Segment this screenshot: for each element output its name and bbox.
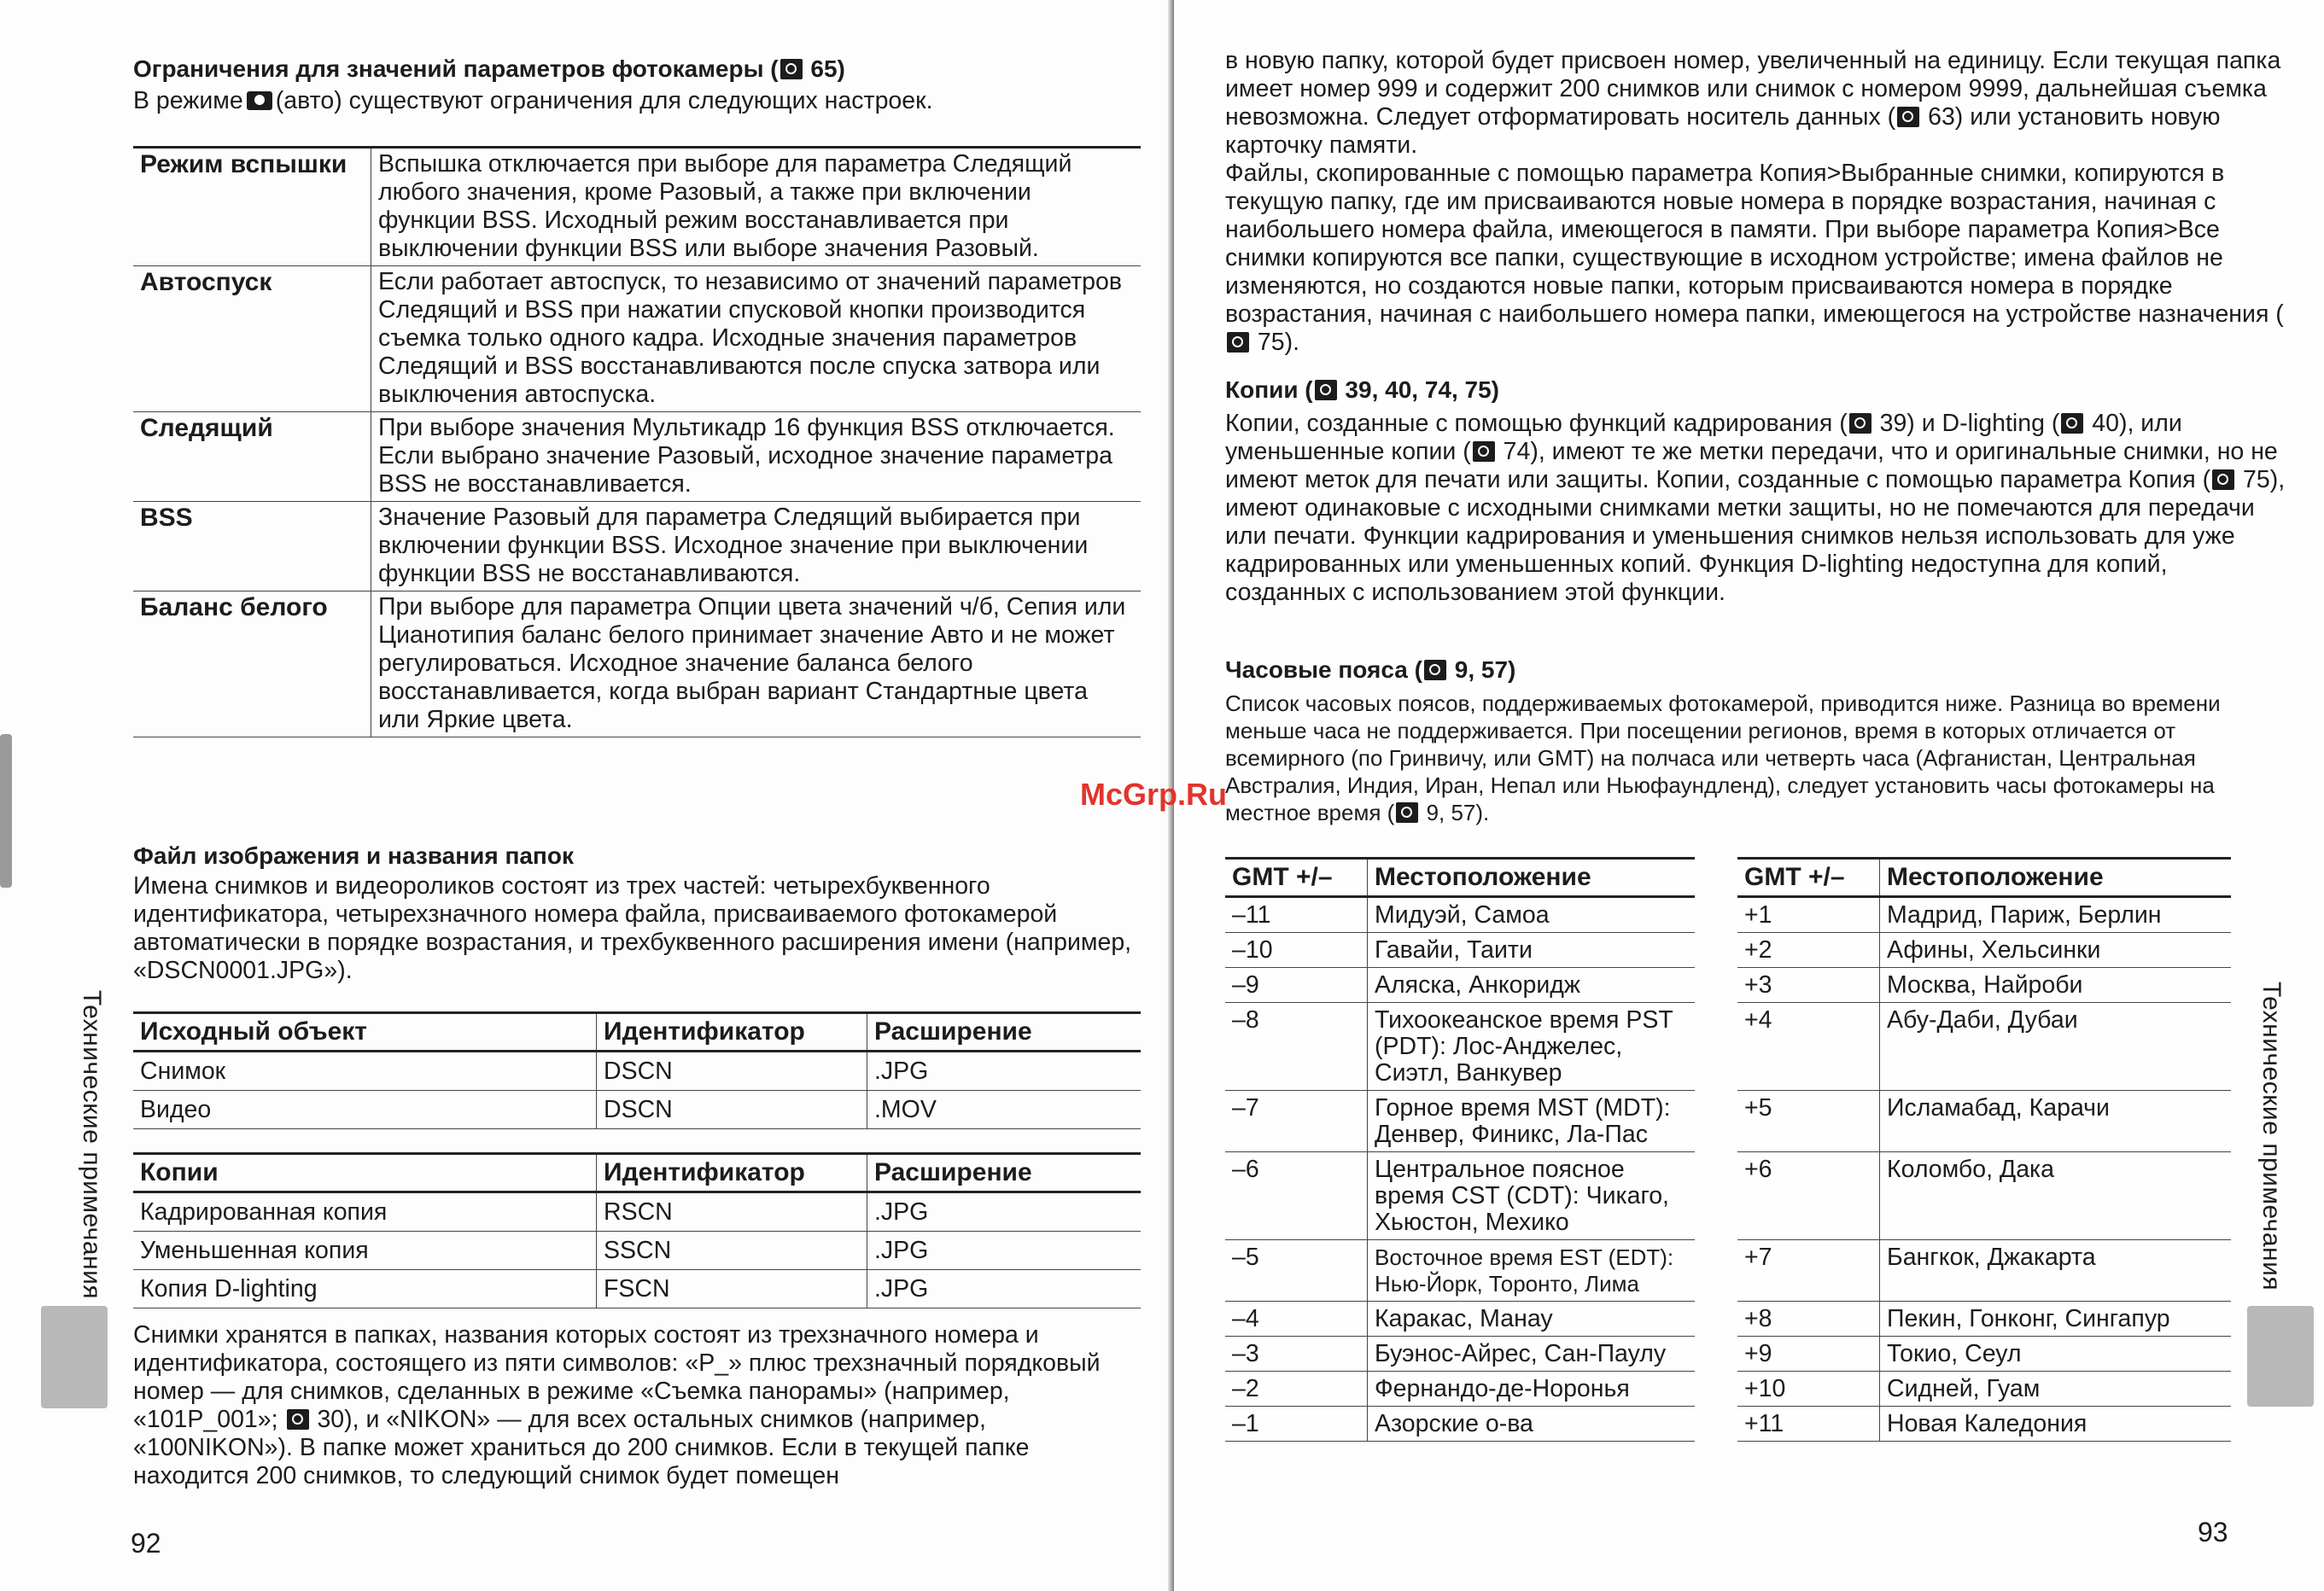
- row-name: BSS: [133, 502, 371, 592]
- table-row: –3 Буэнос-Айрес, Сан-Паулу: [1225, 1337, 1695, 1372]
- column-header: GMT +/–: [1225, 859, 1368, 897]
- column-header: Идентификатор: [597, 1154, 867, 1192]
- book-reference-icon: [1227, 332, 1249, 353]
- row-name: Следящий: [133, 412, 371, 502]
- copies-section: [1225, 376, 2292, 607]
- table-row: +3 Москва, Найроби: [1737, 968, 2231, 1003]
- gmt-table-right-wrap: [1737, 857, 2231, 1442]
- table-row: Снимок DSCN .JPG: [133, 1052, 1141, 1091]
- timezones-heading: Часовые пояса ( 9, 57): [1225, 656, 1516, 683]
- folders-paragraph-wrap: [133, 1321, 1141, 1490]
- column-header: Идентификатор: [597, 1013, 867, 1052]
- timezones-section: [1225, 656, 2292, 826]
- table-row: –4 Каракас, Манау: [1225, 1302, 1695, 1337]
- table-row: [133, 266, 1141, 412]
- table-row: [133, 148, 1141, 266]
- files-section: [133, 842, 1141, 985]
- table-row: [133, 592, 1141, 737]
- row-name: Режим вспышки: [133, 148, 371, 266]
- table-row: +2 Афины, Хельсинки: [1737, 933, 2231, 968]
- book-reference-icon: [1424, 660, 1446, 680]
- folders-paragraph: Снимки хранятся в папках, названия которых состоят из трехзначного номера и идентификатора, состоящего из пяти символов: «P_» плюс трехзначный порядковый номер — для снимков, сделанных в режиме «Съемка панорамы» (например, «101P_001»; 30), и «NIKON» — для всех остальных снимков (например, «100NIKON»). В папке может храниться до 200 снимков. Если в текущей папке находится 200 снимков, то следующий снимок будет помещен: [133, 1321, 1101, 1489]
- table-row: –10 Гавайи, Таити: [1225, 933, 1695, 968]
- table-row: –9 Аляска, Анкоридж: [1225, 968, 1695, 1003]
- table-row: +4 Абу-Даби, Дубаи: [1737, 1003, 2231, 1091]
- camera-auto-icon: [247, 91, 272, 110]
- column-header: Расширение: [867, 1013, 1142, 1052]
- files-heading: Файл изображения и названия папок: [133, 842, 574, 869]
- table-row: +10 Сидней, Гуам: [1737, 1372, 2231, 1407]
- side-section-label: Технические примечания: [2257, 982, 2286, 1291]
- book-reference-icon: [2212, 469, 2234, 490]
- table-row: +5 Исламабад, Карачи: [1737, 1091, 2231, 1152]
- column-header: Расширение: [867, 1154, 1142, 1192]
- restrictions-table: [133, 146, 1141, 737]
- restrictions-intro: В режиме (авто) существуют ограничения для следующих настроек.: [133, 87, 933, 114]
- table-row: –5 Восточное время EST (EDT): Нью-Йорк, Торонто, Лима: [1225, 1240, 1695, 1302]
- table-row: –7 Горное время MST (MDT): Денвер, Финикс, Ла-Пас: [1225, 1091, 1695, 1152]
- side-section-label: Технические примечания: [78, 990, 106, 1300]
- file-table-1-wrap: [133, 1011, 1141, 1129]
- table-row: –11 Мидуэй, Самоа: [1225, 897, 1695, 933]
- book-reference-icon: [1473, 441, 1495, 462]
- table-row: Уменьшенная копия SSCN .JPG: [133, 1232, 1141, 1270]
- table-header-row: [133, 1013, 1141, 1052]
- table-row: Кадрированная копия RSCN .JPG: [133, 1192, 1141, 1232]
- row-desc: Вспышка отключается при выборе для параметра Следящий любого значения, кроме Разовый, а также при включении функции BSS. Исходный режим восстанавливается при выключении функции BSS или выборе значения Разовый.: [371, 148, 1142, 266]
- file-naming-table: [133, 1011, 1141, 1129]
- book-reference-icon: [1897, 107, 1919, 127]
- table-row: [133, 502, 1141, 592]
- continuation-paragraph-2: Файлы, скопированные с помощью параметра Копия>Выбранные снимки, копируются в текущую папку, где им присваиваются новые номера в порядке возрастания, начиная с наибольшего номера файла, имеющегося в памяти. При выборе параметра Копия>Все снимки копируются все папки, существующие в исходном устройстве; имена файлов не изменяются, но создаются новые папки, которым присваиваются номера в порядке возрастания, начиная с наибольшего номера папки, имеющегося на устройстве назначения ( 75).: [1225, 160, 2284, 356]
- row-desc: При выборе значения Мультикадр 16 функция BSS отключается. Если выбрано значение Разовый, исходное значение параметра BSS не восстанавливается.: [371, 412, 1142, 502]
- row-desc: Если работает автоспуск, то независимо от значений параметров Следящий и BSS при нажатии спусковой кнопки производится съемка только одного кадра. Исходные значения параметров Следящий и BSS восстанавливаются после спуска затвора или выключения автоспуска.: [371, 266, 1142, 412]
- gmt-table-east: [1737, 857, 2231, 1442]
- copies-naming-table: [133, 1152, 1141, 1308]
- gmt-table-left-wrap: [1225, 857, 1695, 1442]
- section-tab-marker: [2247, 1306, 2314, 1407]
- row-name: Баланс белого: [133, 592, 371, 737]
- page-number: 92: [131, 1528, 161, 1559]
- copies-paragraph: Копии, созданные с помощью функций кадрирования ( 39) и D-lighting ( 40), или уменьшенные копии ( 74), имеют те же метки передачи, что и оригинальные снимки, но не имеют меток для печати или защиты. Копии, созданные с помощью параметра Копия ( 75), имеют одинаковые с исходными снимками метки защиты, но не помечаются для передачи или печати. Функции кадрирования и уменьшения снимков нельзя использовать для уже кадрированных или уменьшенных копий. Функция D-lighting недоступна для копий, созданных с использованием этой функции.: [1225, 410, 2286, 606]
- book-reference-icon: [1396, 802, 1418, 823]
- table-row: –1 Азорские о-ва: [1225, 1407, 1695, 1442]
- files-intro: Имена снимков и видеороликов состоят из трех частей: четырехбуквенного идентификатора, четырехзначного номера файла, присваиваемого фотокамерой автоматически в порядке возрастания, и трехбуквенного расширения имени (например, «DSCN0001.JPG»).: [133, 872, 1132, 984]
- book-reference-icon: [287, 1409, 309, 1430]
- table-row: –8 Тихоокеанское время PST (PDT): Лос-Анджелес, Сиэтл, Ванкувер: [1225, 1003, 1695, 1091]
- table-row: –2 Фернандо-де-Норонья: [1225, 1372, 1695, 1407]
- copies-heading: Копии ( 39, 40, 74, 75): [1225, 376, 1499, 403]
- watermark-text: McGrp.Ru: [1080, 777, 1228, 812]
- column-header: Копии: [133, 1154, 597, 1192]
- book-reference-icon: [2061, 413, 2083, 434]
- file-table-2-wrap: [133, 1152, 1141, 1308]
- book-reference-icon: [1849, 413, 1871, 434]
- table-row: +7 Бангкок, Джакарта: [1737, 1240, 2231, 1302]
- column-header: GMT +/–: [1737, 859, 1880, 897]
- gmt-table-west: [1225, 857, 1695, 1442]
- timezones-paragraph: Список часовых поясов, поддерживаемых фотокамерой, приводится ниже. Разница во времени меньше часа не поддерживается. При посещении регионов, время в которых отличается от всемирного (по Гринвичу, или GMT) на полчаса или четверть часа (Афганистан, Центральная Австралия, Индия, Иран, Непал или Ньюфаундленд), следует установить часы фотокамеры на местное время ( 9, 57).: [1225, 691, 2221, 825]
- table-header-row: [133, 1154, 1141, 1192]
- page-number: 93: [2198, 1517, 2228, 1547]
- continuation-paragraph-1: в новую папку, которой будет присвоен номер, увеличенный на единицу. Если текущая папка имеет номер 999 и содержит 200 снимков или снимок с номером 9999, дальнейшая съемка невозможна. Следует отформатировать носитель данных ( 63) или установить новую карточку памяти.: [1225, 47, 2281, 159]
- table-header-row: [1225, 859, 1695, 897]
- table-row: –6 Центральное поясное время CST (CDT): Чикаго, Хьюстон, Мехико: [1225, 1152, 1695, 1240]
- restrictions-table-wrap: [133, 146, 1141, 737]
- table-row: Видео DSCN .MOV: [133, 1091, 1141, 1129]
- table-row: +6 Коломбо, Дака: [1737, 1152, 2231, 1240]
- table-row: +8 Пекин, Гонконг, Сингапур: [1737, 1302, 2231, 1337]
- right-page: [1174, 0, 2324, 1591]
- row-name: Автоспуск: [133, 266, 371, 412]
- table-row: +9 Токио, Сеул: [1737, 1337, 2231, 1372]
- book-reference-icon: [1315, 380, 1337, 400]
- table-row: [133, 412, 1141, 502]
- row-desc: При выборе для параметра Опции цвета значений ч/б, Сепия или Цианотипия баланс белого принимает значение Авто и не может регулироваться. Исходное значение баланса белого восстанавливается, когда выбран вариант Стандартные цвета или Яркие цвета.: [371, 592, 1142, 737]
- row-desc: Значение Разовый для параметра Следящий выбирается при включении функции BSS. Исходное значение при выключении функции BSS не восстанавливаются.: [371, 502, 1142, 592]
- section-tab-marker: [41, 1306, 108, 1408]
- table-row: +1 Мадрид, Париж, Берлин: [1737, 897, 2231, 933]
- table-row: +11 Новая Каледония: [1737, 1407, 2231, 1442]
- column-header: Местоположение: [1368, 859, 1696, 897]
- book-reference-icon: [780, 59, 803, 79]
- restrictions-heading: Ограничения для значений параметров фотокамеры ( 65): [133, 55, 845, 82]
- restrictions-section: [133, 55, 1141, 115]
- table-row: Копия D-lighting FSCN .JPG: [133, 1270, 1141, 1308]
- column-header: Местоположение: [1880, 859, 2232, 897]
- column-header: Исходный объект: [133, 1013, 597, 1052]
- table-header-row: [1737, 859, 2231, 897]
- page-edge-marker: [0, 734, 12, 888]
- folders-continuation: [1225, 47, 2292, 357]
